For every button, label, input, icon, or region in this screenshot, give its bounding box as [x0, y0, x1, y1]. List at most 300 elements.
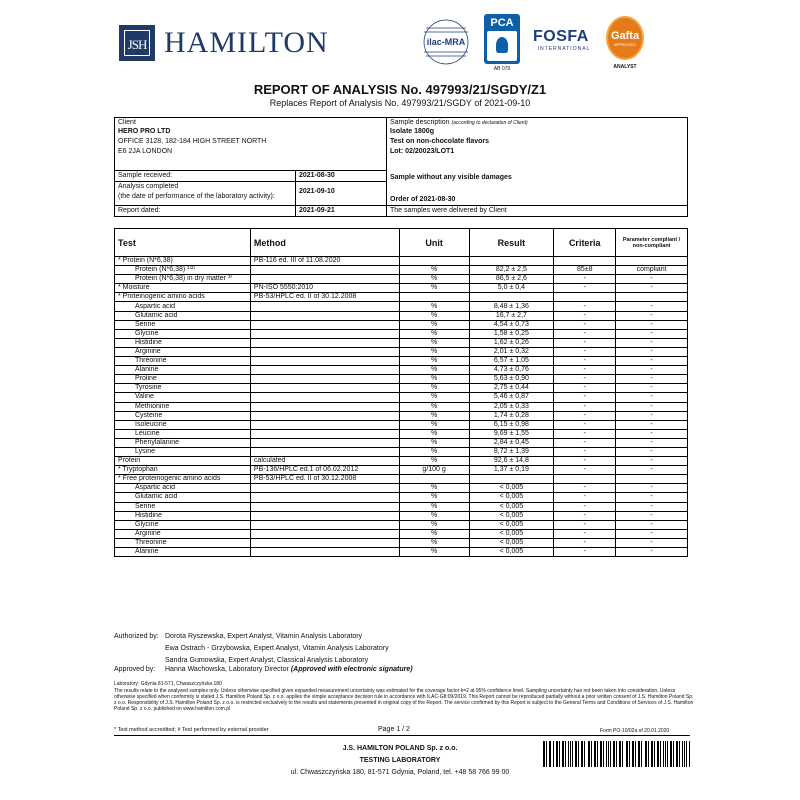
cell-test: Protein (N*6,38) ¹⁾²⁾ — [115, 266, 251, 275]
table-row — [115, 338, 688, 347]
table-row — [115, 375, 688, 384]
cell-test: * Free proteinogenic amino acids — [115, 475, 251, 484]
cell-criteria: - — [554, 447, 616, 456]
cell-method — [250, 393, 399, 402]
divider — [295, 170, 296, 216]
cell-criteria — [554, 257, 616, 266]
cell-parameter: - — [616, 457, 688, 466]
cell-method — [250, 384, 399, 393]
company-lab: TESTING LABORATORY — [359, 757, 441, 764]
sample-line-1: Isolate 1800g — [390, 128, 434, 135]
cell-parameter: - — [616, 438, 688, 447]
cell-criteria: - — [554, 529, 616, 538]
table-row — [115, 293, 688, 302]
table-row — [115, 320, 688, 329]
cell-parameter: - — [616, 484, 688, 493]
cell-method — [250, 338, 399, 347]
cell-parameter: - — [616, 320, 688, 329]
page-number: Page 1 / 2 — [378, 726, 410, 733]
cell-test: * Tryptophan — [115, 466, 251, 475]
cell-test: Arginine — [115, 529, 251, 538]
sample-condition: Sample without any visible damages — [390, 174, 512, 181]
divider — [115, 205, 386, 206]
cell-result: 6,15 ± 0,98 — [469, 420, 554, 429]
cell-result: < 0,005 — [469, 548, 554, 557]
cell-test: Protein — [115, 457, 251, 466]
footer-divider — [114, 735, 690, 736]
cell-test: Threonine — [115, 357, 251, 366]
cell-result: 4,54 ± 0,73 — [469, 320, 554, 329]
cell-result: 1,74 ± 0,28 — [469, 411, 554, 420]
cell-unit: % — [399, 429, 469, 438]
approver-note: (Approved with electronic signature) — [290, 666, 413, 673]
pca-emblem-icon — [487, 31, 517, 61]
cell-parameter: - — [616, 329, 688, 338]
cell-parameter: - — [616, 366, 688, 375]
cell-criteria: - — [554, 411, 616, 420]
company-name: J.S. HAMILTON POLAND Sp. z o.o. — [342, 745, 458, 752]
cell-method: calculated — [250, 457, 399, 466]
cell-unit: % — [399, 447, 469, 456]
cell-method — [250, 493, 399, 502]
cell-criteria: - — [554, 429, 616, 438]
cell-result: 2,75 ± 0,44 — [469, 384, 554, 393]
table-row — [115, 466, 688, 475]
table-row — [115, 357, 688, 366]
cell-criteria: - — [554, 375, 616, 384]
cell-parameter: - — [616, 347, 688, 356]
cell-method — [250, 357, 399, 366]
cell-parameter: compliant — [616, 266, 688, 275]
sample-desc-note: (according to declaration of Client) — [451, 120, 528, 126]
table-row — [115, 257, 688, 266]
client-name: HERO PRO LTD — [118, 128, 171, 135]
cell-criteria: - — [554, 511, 616, 520]
cell-criteria: - — [554, 284, 616, 293]
order-date: Order of 2021-08-30 — [390, 196, 456, 203]
cell-unit: % — [399, 311, 469, 320]
cell-method: PB-53/HPLC ed. II of 30.12.2008 — [250, 293, 399, 302]
cell-unit: % — [399, 548, 469, 557]
cell-parameter: - — [616, 402, 688, 411]
cell-result: < 0,005 — [469, 493, 554, 502]
cell-parameter: - — [616, 284, 688, 293]
cell-result: 8,48 ± 1,36 — [469, 302, 554, 311]
cell-parameter: - — [616, 411, 688, 420]
cell-unit: g/100 g — [399, 466, 469, 475]
cell-result: < 0,005 — [469, 484, 554, 493]
cell-test: Tyrosine — [115, 384, 251, 393]
cell-test: Glycine — [115, 329, 251, 338]
cell-unit: % — [399, 538, 469, 547]
sample-received-date: 2021-08-30 — [299, 172, 335, 179]
cell-result: < 0,005 — [469, 538, 554, 547]
cell-method — [250, 302, 399, 311]
cell-result: 9,69 ± 1,55 — [469, 429, 554, 438]
fosfa-text: FOSFA — [533, 28, 589, 45]
cell-result — [469, 257, 554, 266]
cell-result: 5,63 ± 0,90 — [469, 375, 554, 384]
cell-result: < 0,005 — [469, 520, 554, 529]
cell-method: PB-116 ed. III of 11.08.2020 — [250, 257, 399, 266]
cell-parameter: - — [616, 384, 688, 393]
cell-method — [250, 484, 399, 493]
gafta-subtext: APPROVED — [613, 42, 637, 47]
cell-result: 6,57 ± 1,05 — [469, 357, 554, 366]
table-row — [115, 393, 688, 402]
company-address: ul. Chwaszczyńska 180, 81-571 Gdynia, Poland, tel. +48 58 766 99 00 — [290, 769, 510, 776]
cell-parameter — [616, 475, 688, 484]
col-result: Result — [469, 229, 554, 257]
cell-parameter: - — [616, 520, 688, 529]
col-unit: Unit — [399, 229, 469, 257]
authorized-label: Authorized by: — [114, 633, 159, 640]
cell-test: Protein (N*6,38) in dry matter ³⁾ — [115, 275, 251, 284]
cell-criteria: - — [554, 320, 616, 329]
cell-parameter: - — [616, 302, 688, 311]
sample-desc-label-text: Sample description — [390, 119, 450, 126]
cell-test: Valine — [115, 393, 251, 402]
cell-criteria: - — [554, 466, 616, 475]
table-row — [115, 511, 688, 520]
authorizer-1: Dorota Ryszewska, Expert Analyst, Vitamin Analysis Laboratory — [165, 633, 363, 640]
client-address-2: E6 2JA LONDON — [118, 148, 173, 155]
cell-result: < 0,005 — [469, 511, 554, 520]
cell-parameter: - — [616, 311, 688, 320]
cell-method — [250, 366, 399, 375]
cell-method — [250, 420, 399, 429]
col-method: Method — [250, 229, 399, 257]
cell-parameter: - — [616, 447, 688, 456]
table-row — [115, 302, 688, 311]
cell-unit: % — [399, 275, 469, 284]
cell-parameter: - — [616, 538, 688, 547]
table-row — [115, 520, 688, 529]
cell-result — [469, 475, 554, 484]
cell-parameter: - — [616, 420, 688, 429]
results-table — [114, 228, 688, 557]
cell-method — [250, 502, 399, 511]
cell-criteria: - — [554, 438, 616, 447]
cell-method — [250, 411, 399, 420]
cell-criteria: - — [554, 338, 616, 347]
sample-line-3: Lot: 02/20023/LOT1 — [390, 148, 455, 155]
brand-name: HAMILTON — [164, 26, 329, 59]
cell-parameter: - — [616, 529, 688, 538]
cell-test: Glutamic acid — [115, 311, 251, 320]
cell-test: Aspartic acid — [115, 302, 251, 311]
cell-criteria: - — [554, 502, 616, 511]
pca-logo — [484, 14, 520, 64]
cell-test: Serine — [115, 320, 251, 329]
report-replaces: Replaces Report of Analysis No. 497993/21/SGDY of 2021-09-10 — [269, 98, 531, 108]
cell-unit: % — [399, 402, 469, 411]
pca-text: PCA — [490, 17, 514, 29]
cell-unit: % — [399, 411, 469, 420]
analysis-completed-label: Analysis completed — [118, 183, 179, 190]
cell-criteria: - — [554, 329, 616, 338]
approver — [165, 666, 413, 673]
cell-unit: % — [399, 393, 469, 402]
delivery-note: The samples were delivered by Client — [390, 207, 507, 214]
cell-unit: % — [399, 520, 469, 529]
cell-test: Threonine — [115, 538, 251, 547]
cell-parameter: - — [616, 393, 688, 402]
lab-address-note: Laboratory: Gdynia 81-571, Chwaszczyńska 180 — [114, 681, 222, 687]
table-row — [115, 402, 688, 411]
cell-test: Alanine — [115, 366, 251, 375]
cell-test: Methionine — [115, 402, 251, 411]
table-row — [115, 548, 688, 557]
client-label: Client — [118, 119, 136, 126]
cell-unit: % — [399, 302, 469, 311]
cell-criteria: - — [554, 402, 616, 411]
cell-unit: % — [399, 357, 469, 366]
table-row — [115, 366, 688, 375]
cell-unit: % — [399, 338, 469, 347]
cell-result: 8,72 ± 1,39 — [469, 447, 554, 456]
cell-parameter: - — [616, 275, 688, 284]
cell-unit: % — [399, 457, 469, 466]
cell-method — [250, 375, 399, 384]
cell-criteria: - — [554, 302, 616, 311]
divider — [115, 170, 386, 171]
table-row — [115, 384, 688, 393]
cell-parameter — [616, 293, 688, 302]
cell-test: Glycine — [115, 520, 251, 529]
cell-test: Alanine — [115, 548, 251, 557]
report-dated-date: 2021-09-21 — [299, 207, 335, 214]
gafta-logo — [606, 16, 644, 60]
table-row — [115, 266, 688, 275]
cell-unit — [399, 293, 469, 302]
table-row — [115, 284, 688, 293]
cell-parameter: - — [616, 548, 688, 557]
pca-code: AB 079 — [493, 66, 511, 72]
cell-criteria: - — [554, 493, 616, 502]
cell-result: 4,73 ± 0,76 — [469, 366, 554, 375]
analysis-completed-note: (the date of performance of the laboratory activity): — [118, 193, 275, 200]
table-row — [115, 529, 688, 538]
cell-result: 2,84 ± 0,45 — [469, 438, 554, 447]
fosfa-subtext: INTERNATIONAL — [537, 46, 591, 52]
table-header-row — [115, 229, 688, 257]
cell-criteria: 85±8 — [554, 266, 616, 275]
approved-label: Approved by: — [114, 666, 156, 673]
table-row — [115, 411, 688, 420]
cell-method — [250, 266, 399, 275]
cell-unit: % — [399, 320, 469, 329]
authorizer-2: Ewa Ostrach - Grzybowska, Expert Analyst, Vitamin Analysis Laboratory — [165, 645, 389, 652]
cell-method — [250, 529, 399, 538]
report-dated-label: Report dated: — [118, 207, 161, 214]
results-body — [115, 257, 688, 557]
cell-unit: % — [399, 438, 469, 447]
cell-result — [469, 293, 554, 302]
table-row — [115, 457, 688, 466]
table-row — [115, 275, 688, 284]
cell-test: Histidine — [115, 511, 251, 520]
disclaimer-text: The results relate to the analysed samples only. Unless otherwise specified given expanded measurement uncertainty was estimated for the coverage factor k=2 at 95% confidence level. Sampling uncertainty has not been taken into consideration. Unless otherwise specified when conformity is stated J.S. Hamilton Poland Sp. z o.o. applies the simple acceptance decision rule in accordance with ILAC-G8:09/2019. This Report cannot be reproduced partially without a prior written consent of J.S. Hamilton Poland Sp. z o.o. Responsibility of J.S. Hamilton Poland Sp. z o.o. is restricted exclusively to the results and statements presented in original copy of the Report. The service confirmed by this Report is subject to the General Terms and Conditions of Services of J.S. Hamilton Poland Sp. z o.o. published on www.hamilton.com.pl — [114, 688, 694, 712]
report-title: REPORT OF ANALYSIS No. 497993/21/SGDY/Z1 — [253, 82, 547, 97]
cell-unit: % — [399, 484, 469, 493]
authorizer-3: Sandra Gumowska, Expert Analyst, Classical Analysis Laboratory — [165, 657, 369, 664]
cell-unit — [399, 257, 469, 266]
cell-method — [250, 275, 399, 284]
cell-criteria: - — [554, 420, 616, 429]
form-number: Form PO-10/02a of 20.01.2020 — [600, 728, 670, 734]
table-row — [115, 438, 688, 447]
cell-unit: % — [399, 493, 469, 502]
cell-method: PB-53/HPLC ed. II of 30.12.2008 — [250, 475, 399, 484]
cell-result: 16,7 ± 2,7 — [469, 311, 554, 320]
client-address-1: OFFICE 3128, 182-184 HIGH STREET NORTH — [118, 138, 267, 145]
cell-result: 1,37 ± 0,19 — [469, 466, 554, 475]
cell-test: Cysteine — [115, 411, 251, 420]
cell-unit — [399, 475, 469, 484]
cell-criteria: - — [554, 520, 616, 529]
sample-info-box — [387, 117, 688, 217]
cell-unit: % — [399, 366, 469, 375]
divider — [387, 205, 687, 206]
cell-criteria: - — [554, 357, 616, 366]
cell-result: 5,0 ± 0,4 — [469, 284, 554, 293]
cell-method — [250, 438, 399, 447]
cell-parameter: - — [616, 466, 688, 475]
cell-criteria: - — [554, 347, 616, 356]
cell-result: 5,46 ± 0,87 — [469, 393, 554, 402]
table-row — [115, 347, 688, 356]
client-info-box — [114, 117, 387, 217]
table-row — [115, 420, 688, 429]
cell-criteria: - — [554, 275, 616, 284]
divider — [115, 181, 386, 182]
cell-method — [250, 311, 399, 320]
cell-criteria — [554, 293, 616, 302]
cell-unit: % — [399, 347, 469, 356]
cell-result: < 0,005 — [469, 502, 554, 511]
cell-unit: % — [399, 511, 469, 520]
sample-line-2: Test on non-chocolate flavors — [390, 138, 490, 145]
cell-unit: % — [399, 529, 469, 538]
cell-unit: % — [399, 384, 469, 393]
ilac-mra-logo — [418, 18, 474, 68]
cell-criteria: - — [554, 548, 616, 557]
cell-result: 92,6 ± 14,8 — [469, 457, 554, 466]
table-row — [115, 502, 688, 511]
cell-test: Arginine — [115, 347, 251, 356]
gafta-analyst-label: ANALYST — [613, 64, 637, 70]
approver-name: Hanna Wachowska, Laboratory Director — [165, 666, 289, 673]
cell-test: * Proteinogenic amino acids — [115, 293, 251, 302]
cell-unit: % — [399, 266, 469, 275]
cell-criteria: - — [554, 366, 616, 375]
cell-parameter: - — [616, 502, 688, 511]
cell-parameter: - — [616, 338, 688, 347]
table-row — [115, 493, 688, 502]
cell-method — [250, 511, 399, 520]
cell-test: Glutamic acid — [115, 493, 251, 502]
cell-criteria: - — [554, 538, 616, 547]
company-logo — [119, 25, 155, 61]
cell-method — [250, 329, 399, 338]
cell-test: Serine — [115, 502, 251, 511]
table-row — [115, 311, 688, 320]
cell-parameter: - — [616, 429, 688, 438]
cell-method — [250, 520, 399, 529]
cell-unit: % — [399, 502, 469, 511]
cell-method — [250, 402, 399, 411]
cell-parameter: - — [616, 511, 688, 520]
cell-method: PN-ISO 5550:2010 — [250, 284, 399, 293]
table-row — [115, 329, 688, 338]
cell-method — [250, 548, 399, 557]
gafta-text: Gafta — [610, 30, 640, 42]
cell-test: Aspartic acid — [115, 484, 251, 493]
cell-parameter — [616, 257, 688, 266]
cell-criteria: - — [554, 457, 616, 466]
cell-test: * Moisture — [115, 284, 251, 293]
cell-method — [250, 347, 399, 356]
cell-method — [250, 447, 399, 456]
barcode — [543, 741, 690, 767]
cell-result: < 0,005 — [469, 529, 554, 538]
logo-mark: JSH — [124, 30, 150, 56]
cell-test: Lysine — [115, 447, 251, 456]
cell-test: Leucine — [115, 429, 251, 438]
cell-criteria: - — [554, 384, 616, 393]
cell-unit: % — [399, 329, 469, 338]
fosfa-logo — [533, 28, 595, 56]
table-row — [115, 447, 688, 456]
legend-note: * Test method accredited; # Test performed by external provider — [114, 727, 269, 733]
cell-unit: % — [399, 420, 469, 429]
cell-criteria: - — [554, 311, 616, 320]
col-test: Test — [115, 229, 251, 257]
cell-parameter: - — [616, 493, 688, 502]
cell-result: 86,5 ± 2,6 — [469, 275, 554, 284]
ilac-text: ilac-MRA — [426, 37, 466, 47]
cell-criteria: - — [554, 393, 616, 402]
analysis-completed-date: 2021-09-10 — [299, 188, 335, 195]
cell-test: * Protein (N*6,38) — [115, 257, 251, 266]
cell-unit: % — [399, 284, 469, 293]
cell-result: 1,58 ± 0,25 — [469, 329, 554, 338]
table-row — [115, 484, 688, 493]
cell-method — [250, 429, 399, 438]
cell-test: Proline — [115, 375, 251, 384]
cell-parameter: - — [616, 375, 688, 384]
cell-result: 82,2 ± 2,5 — [469, 266, 554, 275]
cell-parameter: - — [616, 357, 688, 366]
sample-desc-label — [390, 119, 528, 126]
cell-result: 1,62 ± 0,26 — [469, 338, 554, 347]
table-row — [115, 538, 688, 547]
sample-received-label: Sample received: — [118, 172, 173, 179]
col-parameter: Parameter compliant / non-compliant — [616, 229, 688, 257]
col-criteria: Criteria — [554, 229, 616, 257]
cell-criteria — [554, 475, 616, 484]
cell-test: Histidine — [115, 338, 251, 347]
cell-result: 2,05 ± 0,33 — [469, 402, 554, 411]
cell-unit: % — [399, 375, 469, 384]
cell-test: Phenylalanine — [115, 438, 251, 447]
table-row — [115, 429, 688, 438]
table-row — [115, 475, 688, 484]
cell-method: PB-136/HPLC ed.1 of 06.02.2012 — [250, 466, 399, 475]
cell-test: Isoleucine — [115, 420, 251, 429]
cell-result: 2,01 ± 0,32 — [469, 347, 554, 356]
